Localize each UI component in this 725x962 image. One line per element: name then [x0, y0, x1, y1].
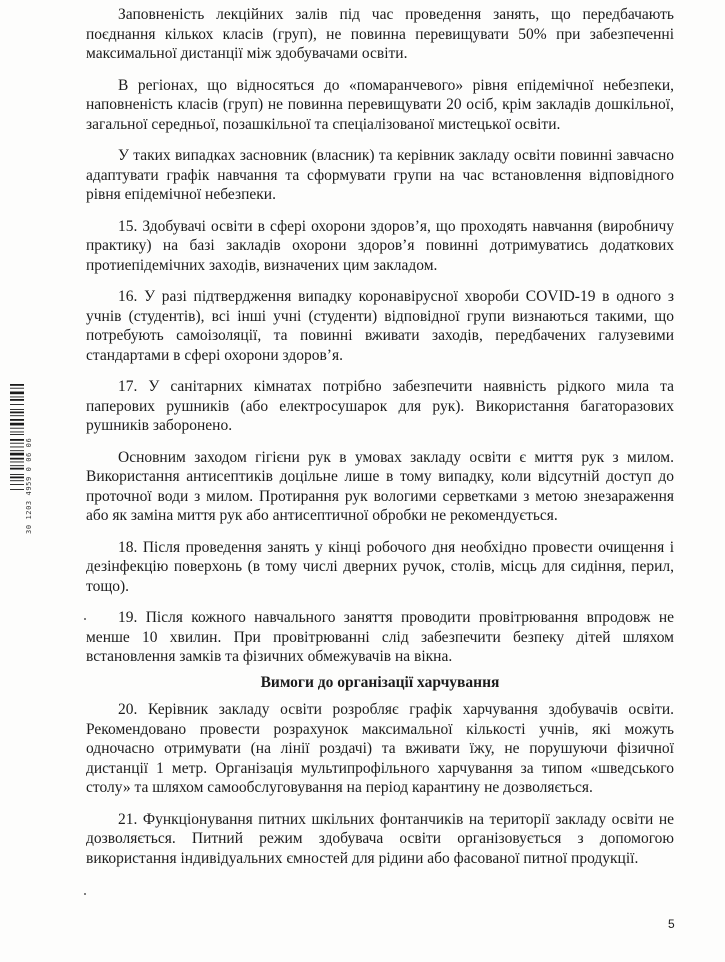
barcode-bar [10, 388, 24, 389]
barcode-bar [10, 468, 24, 470]
barcode-bar [10, 392, 24, 395]
barcode-bar [10, 480, 24, 481]
barcode-bar [10, 477, 24, 479]
section-heading: Вимоги до організації харчування [260, 673, 500, 691]
barcode-bar [10, 458, 24, 460]
paragraph-20: 20. Керівник закладу освіти розробляє графік харчування здобувачів освіти. Рекомендовано провести розрахунок максимальної кількості учнів, які можуть одночасно отримувати (на лінії роздачі) та вживати їжу, не порушуючи фізичної дистанції 1 метр. Організація мультипрофільного харчування за типом «шведського столу» та шляхом самообслуговування на період карантину не дозволяється. [86, 701, 674, 796]
paragraph-hand-hygiene: Основним заходом гігієни рук в умовах закладу освіти є миття рук з милом. Використання антисептиків доцільне лише в тому випадку, коли відсутній доступ до проточної води з милом. Протирання рук вологими серветками з метою знезараження або як заміна миття рук або антисептичної обробки не рекомендується. [86, 448, 674, 524]
barcode-bar [10, 434, 24, 435]
barcode-bar [10, 450, 24, 451]
paragraph-17: 17. У санітарних кімнатах потрібно забезпечити наявність рідкого мила та паперових рушників (або електросушарок для рук). Використання багаторазових рушників заборонено. [86, 378, 674, 434]
barcode-bar [10, 404, 24, 405]
barcode-bar [10, 428, 24, 429]
barcode-bar [10, 439, 24, 441]
paragraph-orange-level: В регіонах, що відносяться до «помаранчевого» рівня епідемічної небезпеки, наповненість класів (груп) не повинна перевищувати 20 осіб, крім закладів дошкільної, загальної середньої, позашкільної та спеціалізованої мистецької освіти. [86, 76, 674, 133]
barcode-bar [10, 384, 24, 386]
barcode-bar [10, 447, 24, 448]
paragraph-18: 18. Після проведення занять у кінці робочого дня необхідно провести очищення і дезінфекцію поверхонь (в тому числі дверних ручок, столів, місць для сидіння, перил, тощо). [86, 538, 674, 595]
barcode-bar [10, 465, 24, 466]
paragraph-lecture-halls: Заповненість лекційних залів під час проведення занять, що передбачають поєднання кількох класів (груп), не повинна перевищувати 50% при забезпеченні максимальної дистанції між здобувачами освіти. [86, 6, 674, 62]
paragraph-15: 15. Здобувачі освіти в сфері охорони здоров’я, що проходять навчання (виробничу практику) на базі закладів охорони здоров’я повинні дотримуватись додаткових протиепідемічних заходів, визначених цим закладом. [86, 217, 674, 274]
barcode-bar [10, 423, 24, 426]
paragraph-21: 21. Функціонування питних шкільних фонтанчиків на території закладу освіти не дозволяється. Питний режим здобувача освіти організовується з допомогою використання індивідуальних ємностей для рідини або фасованої питної продукції. [86, 810, 674, 867]
barcode-bar [10, 443, 24, 444]
barcode-bar [10, 419, 24, 421]
paragraph-schedule-adaptation: У таких випадках засновник (власник) та керівник закладу освіти повинні завчасно адаптувати графік навчання та сформувати групи на час встановлення відповідного рівня епідемічної небезпеки. [86, 147, 674, 203]
barcode-number: 30 1203 4959 0 06 06 [25, 437, 33, 534]
document-body [86, 5, 674, 880]
barcode-bar [10, 399, 24, 401]
barcode-bar [10, 432, 24, 433]
paragraph-19: 19. Після кожного навчального заняття проводити провітрювання впродовж не менше 10 хвилин. При провітрюванні слід забезпечити безпеку дітей шляхом встановлення замків та фізичних обмежувачів на вікна. [86, 609, 674, 665]
scan-speck [84, 893, 86, 895]
barcode-bar [10, 484, 24, 485]
page-number: 5 [668, 917, 675, 931]
barcode-bar [10, 489, 24, 490]
barcode-bar [10, 453, 24, 456]
paragraph-16: 16. У разі підтвердження випадку коронавірусної хвороби COVID-19 в одного з учнів (студентів), всі інші учні (студенти) відповідної групи визнаються такими, що потребують самоізоляції, та повинні вживати заходів, передбачених галузевими стандартами в сфері охорони здоров’я. [86, 288, 674, 364]
barcode-bar [10, 397, 24, 398]
barcode-bar [10, 474, 24, 475]
barcode-bar [10, 409, 24, 410]
scan-speck [84, 618, 86, 620]
barcode-bar [10, 462, 24, 463]
barcode-bar [10, 415, 24, 416]
barcode-bar [10, 412, 24, 414]
